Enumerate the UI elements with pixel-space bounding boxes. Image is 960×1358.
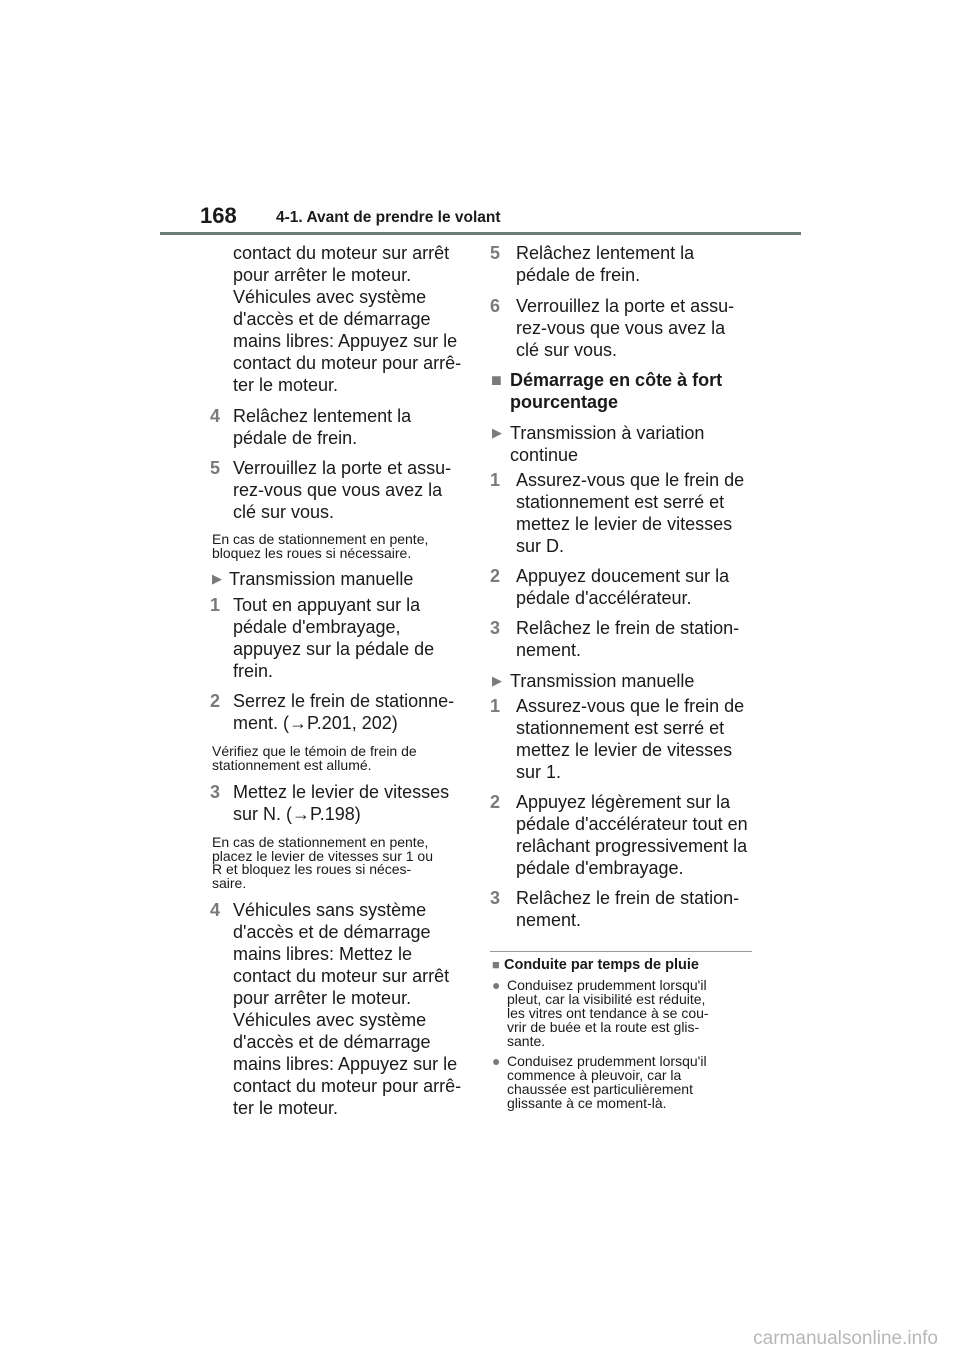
text-line: Conduisez prudemment lorsqu'il [507,1053,707,1069]
text-line: stationnement est serré et [516,718,725,738]
text-line: mains libres: Mettez le [233,944,413,964]
text-line: pour arrêter le moteur. [233,265,412,285]
text-line: Véhicules avec système [233,1010,427,1030]
text-line: ter le moteur. [233,1098,339,1118]
text-line: clé sur vous. [233,502,335,522]
step-number: 3 [490,888,501,908]
step-item [488,695,753,783]
section-heading-rain [488,956,753,974]
section-title: 4-1. Avant de prendre le volant [276,209,501,226]
list-item [488,978,753,1048]
step-number: 6 [490,296,501,316]
triangle-bullet-icon: ▶ [212,571,222,586]
text-line: En cas de stationnement en pente, [212,834,429,850]
text-line: relâchant progressivement la [516,836,748,856]
text-line: pédale d'embrayage, [233,617,401,637]
text-line: pédale de frein. [516,265,641,285]
text-line: rez-vous que vous avez la [233,480,443,500]
text-line: Vérifiez que le témoin de frein de [212,743,417,759]
text-line: frein. [233,661,274,681]
text-line: sur 1. [516,762,562,782]
text-line: contact du moteur pour arrê- [233,1076,462,1096]
page-reference[interactable]: sur N. (→P.198) [233,804,361,824]
text-line: mettez le levier de vitesses [516,740,733,760]
step-item [200,457,470,523]
text-line: Assurez-vous que le frein de [516,470,745,490]
step-item [488,242,753,286]
text-line: Véhicules avec système [233,287,427,307]
text-line: contact du moteur sur arrêt [233,966,450,986]
step-number: 3 [490,618,501,638]
note-text [200,836,470,890]
text-line: continue [510,445,579,465]
section-divider [490,951,752,952]
step-item [200,405,470,449]
watermark: carmanualsonline.info [753,1328,938,1349]
text-line: mains libres: Appuyez sur le [233,331,458,351]
step-number: 3 [210,782,221,802]
step-number: 2 [490,792,501,812]
square-bullet-icon: ■ [491,370,502,390]
triangle-bullet-icon: ▶ [492,425,502,440]
step-item [488,617,753,661]
text-line: contact du moteur sur arrêt [233,243,450,263]
step-number: 4 [210,900,221,920]
section-heading-hill-start [488,369,753,413]
text-line: Conduisez prudemment lorsqu'il [507,977,707,993]
text-line: R et bloquez les roues si néces- [212,861,412,877]
page-reference[interactable]: ment. (→P.201, 202) [233,713,398,733]
subheading-cvt [488,422,753,466]
text-line: pédale de frein. [233,428,358,448]
heading-label: Conduite par temps de pluie [504,957,699,973]
text-line: En cas de stationnement en pente, [212,531,429,547]
text-line: stationnement est allumé. [212,756,372,773]
text-line: Appuyez doucement sur la [516,566,730,586]
step-item [200,594,470,682]
text-line: Relâchez le frein de station- [516,618,740,638]
step-item [488,469,753,557]
step-number: 1 [490,696,501,716]
subheading-label: Transmission manuelle [510,671,695,691]
page-number: 168 [200,203,237,228]
text-line: appuyez sur la pédale de [233,639,435,659]
text-line: chaussée est particulièrement [507,1081,693,1097]
text-line: pédale d'embrayage. [516,858,684,878]
circle-bullet-icon: ● [492,1053,501,1069]
subheading-manual [200,568,470,590]
text-line: Tout en appuyant sur la [233,595,421,615]
note-text [200,533,470,560]
text-line: nement. [516,640,582,660]
step-number: 5 [210,458,221,478]
text-line: pour arrêter le moteur. [233,988,412,1008]
text-line: ter le moteur. [233,375,339,395]
step-item [488,791,753,879]
square-bullet-icon: ■ [492,957,500,972]
text-line: d'accès et de démarrage [233,922,431,942]
text-line: vrir de buée et la route est glis- [507,1019,700,1035]
step-number: 1 [210,595,221,615]
text-line: Véhicules sans système [233,900,427,920]
text-line: Relâchez lentement la [516,243,695,263]
text-line: Appuyez légèrement sur la [516,792,731,812]
subheading-label: Transmission manuelle [229,569,414,589]
left-column [200,240,470,1119]
step-item [200,899,470,1119]
text-line: Mettez le levier de vitesses [233,782,450,802]
step-item [488,887,753,931]
text-line: Transmission à variation [510,423,705,443]
text-line: nement. [516,910,582,930]
text-line: sante. [507,1033,546,1049]
text-line: mains libres: Appuyez sur le [233,1054,458,1074]
text-line: d'accès et de démarrage [233,1032,431,1052]
list-item [488,1054,753,1110]
step-number: 5 [490,243,501,263]
right-column [488,240,753,1110]
text-line: pédale d'accélérateur. [516,588,692,608]
text-line: saire. [212,874,247,891]
text-line: les vitres ont tendance à se cou- [507,1005,709,1021]
step-number: 1 [490,470,501,490]
text-line: Verrouillez la porte et assu- [233,458,452,478]
step-item [488,295,753,361]
text-line: sur D. [516,536,565,556]
text-line: clé sur vous. [516,340,618,360]
text-line: d'accès et de démarrage [233,309,431,329]
text-line: Relâchez lentement la [233,406,412,426]
text-line: Assurez-vous que le frein de [516,696,745,716]
text-line: pourcentage [510,392,619,412]
text-line: pédale d'accélérateur tout en [516,814,748,834]
step-number: 2 [490,566,501,586]
step-number: 4 [210,406,221,426]
text-line: contact du moteur pour arrê- [233,353,462,373]
text-line: mettez le levier de vitesses [516,514,733,534]
text-line: rez-vous que vous avez la [516,318,726,338]
text-line: Verrouillez la porte et assu- [516,296,735,316]
circle-bullet-icon: ● [492,977,501,993]
page-header [0,0,960,240]
text-line: stationnement est serré et [516,492,725,512]
continued-step-text [200,242,470,396]
step-item [488,565,753,609]
step-item [200,781,470,825]
step-item [200,690,470,734]
text-line: Serrez le frein de stationne- [233,691,455,711]
note-text [200,745,470,772]
header-divider [160,232,801,235]
triangle-bullet-icon: ▶ [492,673,502,688]
text-line: Relâchez le frein de station- [516,888,740,908]
subheading-manual [488,670,753,692]
text-line: glissante à ce moment-là. [507,1095,667,1111]
text-line: pleut, car la visibilité est réduite, [507,991,706,1007]
text-line: bloquez les roues si nécessaire. [212,544,412,561]
step-number: 2 [210,691,221,711]
text-line: placez le levier de vitesses sur 1 ou [212,847,433,864]
text-line: commence à pleuvoir, car la [507,1067,682,1083]
text-line: Démarrage en côte à fort [510,370,723,390]
